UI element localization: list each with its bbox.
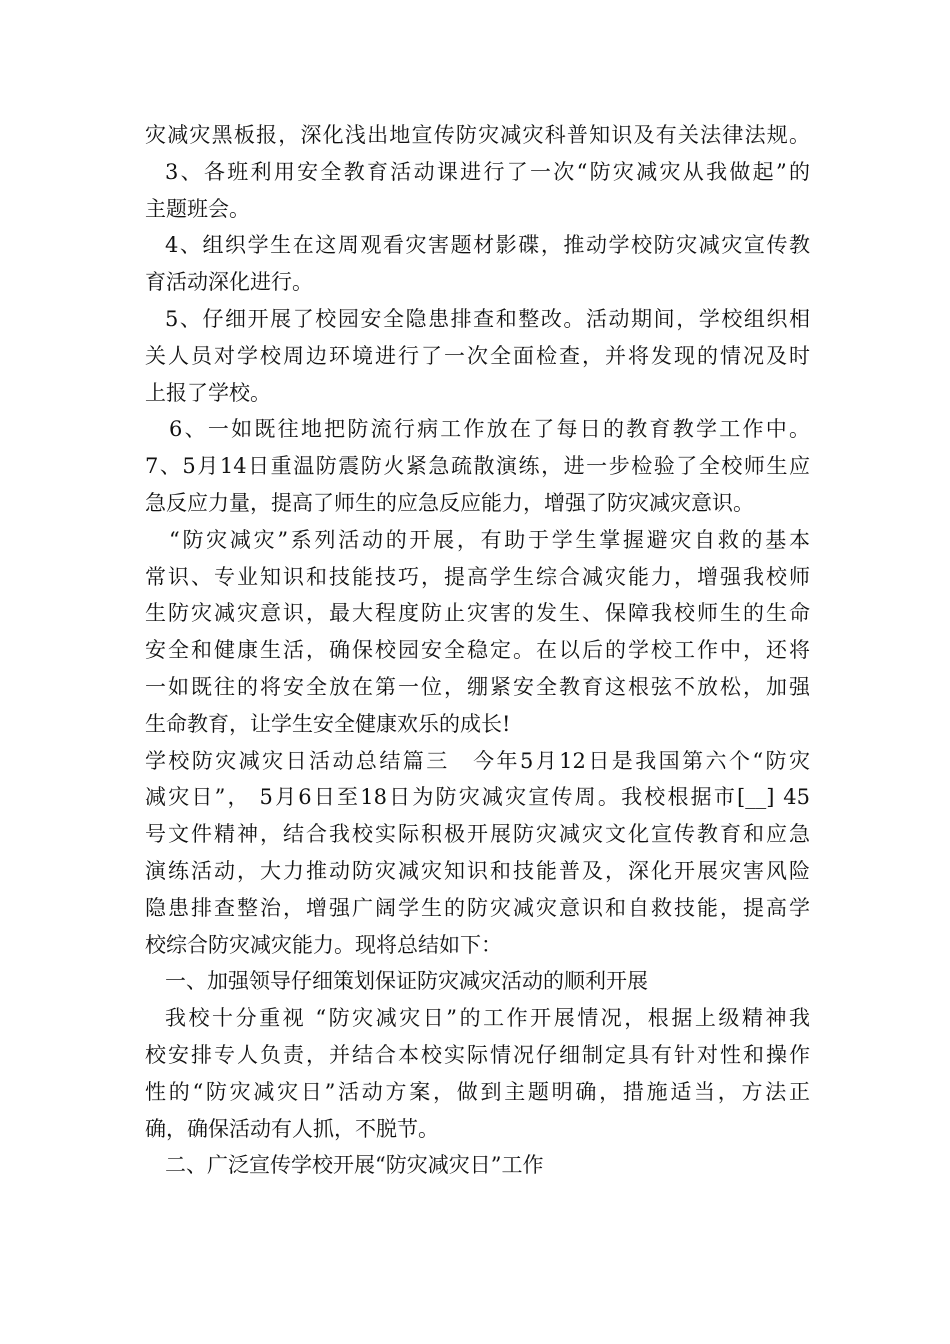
paragraph-line: 急反应力量，提高了师生的应急反应能力，增强了防灾减灾意识。 <box>145 490 754 515</box>
paragraph-line: 6、一如既往地把防流行病工作放在了每日的教育教学工作中。 <box>169 417 810 442</box>
paragraph-line: 5、仔细开展了校园安全隐患排查和整改。活动期间，学校组织相 <box>165 306 810 331</box>
paragraph-line: 7、5月14日重温防震防火紧急疏散演练，进一步检验了全校师生应 <box>145 454 810 479</box>
paragraph-line: 校综合防灾减灾能力。现将总结如下： <box>145 932 502 957</box>
paragraph-line: 上报了学校。 <box>145 380 271 405</box>
paragraph-line: 育活动深化进行。 <box>145 270 313 295</box>
paragraph-line: 关人员对学校周边环境进行了一次全面检查，并将发现的情况及时 <box>145 343 810 368</box>
paragraph-line: 灾减灾黑板报，深化浅出地宣传防灾减灾科普知识及有关法律法规。 <box>145 123 810 147</box>
paragraph-line: 隐患排查整治，增强广阔学生的防灾减灾意识和自救技能，提高学 <box>145 895 810 920</box>
paragraph-line: 我校十分重视 “防灾减灾日”的工作开展情况，根据上级精神我 <box>165 1006 810 1031</box>
paragraph-line: 一、加强领导仔细策划保证防灾减灾活动的顺利开展 <box>165 969 648 994</box>
paragraph-line: 安全和健康生活，确保校园安全稳定。在以后的学校工作中，还将 <box>145 638 810 663</box>
paragraph-line: 演练活动，大力推动防灾减灾知识和技能普及，深化开展灾害风险 <box>145 858 810 883</box>
paragraph-line: 生命教育，让学生安全健康欢乐的成长! <box>145 711 511 736</box>
paragraph-line: 生防灾减灾意识，最大程度防止灾害的发生、保障我校师生的生命 <box>145 601 810 626</box>
paragraph-line: 校安排专人负责，并结合本校实际情况仔细制定具有针对性和操作 <box>145 1042 810 1067</box>
paragraph-line: 主题班会。 <box>145 196 250 221</box>
paragraph-line: 减灾日”， 5月6日至18日为防灾减灾宣传周。我校根据市[__] 45 <box>145 785 810 810</box>
paragraph-line: 性的“防灾减灾日”活动方案，做到主题明确，措施适当，方法正 <box>145 1079 810 1104</box>
paragraph-line: 号文件精神，结合我校实际积极开展防灾减灾文化宣传教育和应急 <box>145 822 810 847</box>
paragraph-line: 学校防灾减灾日活动总结篇三 今年5月12日是我国第六个“防灾 <box>145 748 810 773</box>
paragraph-line: “防灾减灾”系列活动的开展，有助于学生掌握避灾自救的基本 <box>169 527 810 552</box>
paragraph-line: 常识、专业知识和技能技巧，提高学生综合减灾能力，增强我校师 <box>145 564 810 589</box>
paragraph-line: 3、各班利用安全教育活动课进行了一次“防灾减灾从我做起”的 <box>165 159 810 184</box>
paragraph-line: 一如既往的将安全放在第一位，绷紧安全教育这根弦不放松，加强 <box>145 674 810 699</box>
paragraph-line: 4、组织学生在这周观看灾害题材影碟，推动学校防灾减灾宣传教 <box>165 233 810 258</box>
document-body <box>145 117 810 1184</box>
paragraph-line: 确，确保活动有人抓，不脱节。 <box>145 1116 439 1141</box>
paragraph-line: 二、广泛宣传学校开展“防灾减灾日”工作 <box>165 1153 544 1178</box>
